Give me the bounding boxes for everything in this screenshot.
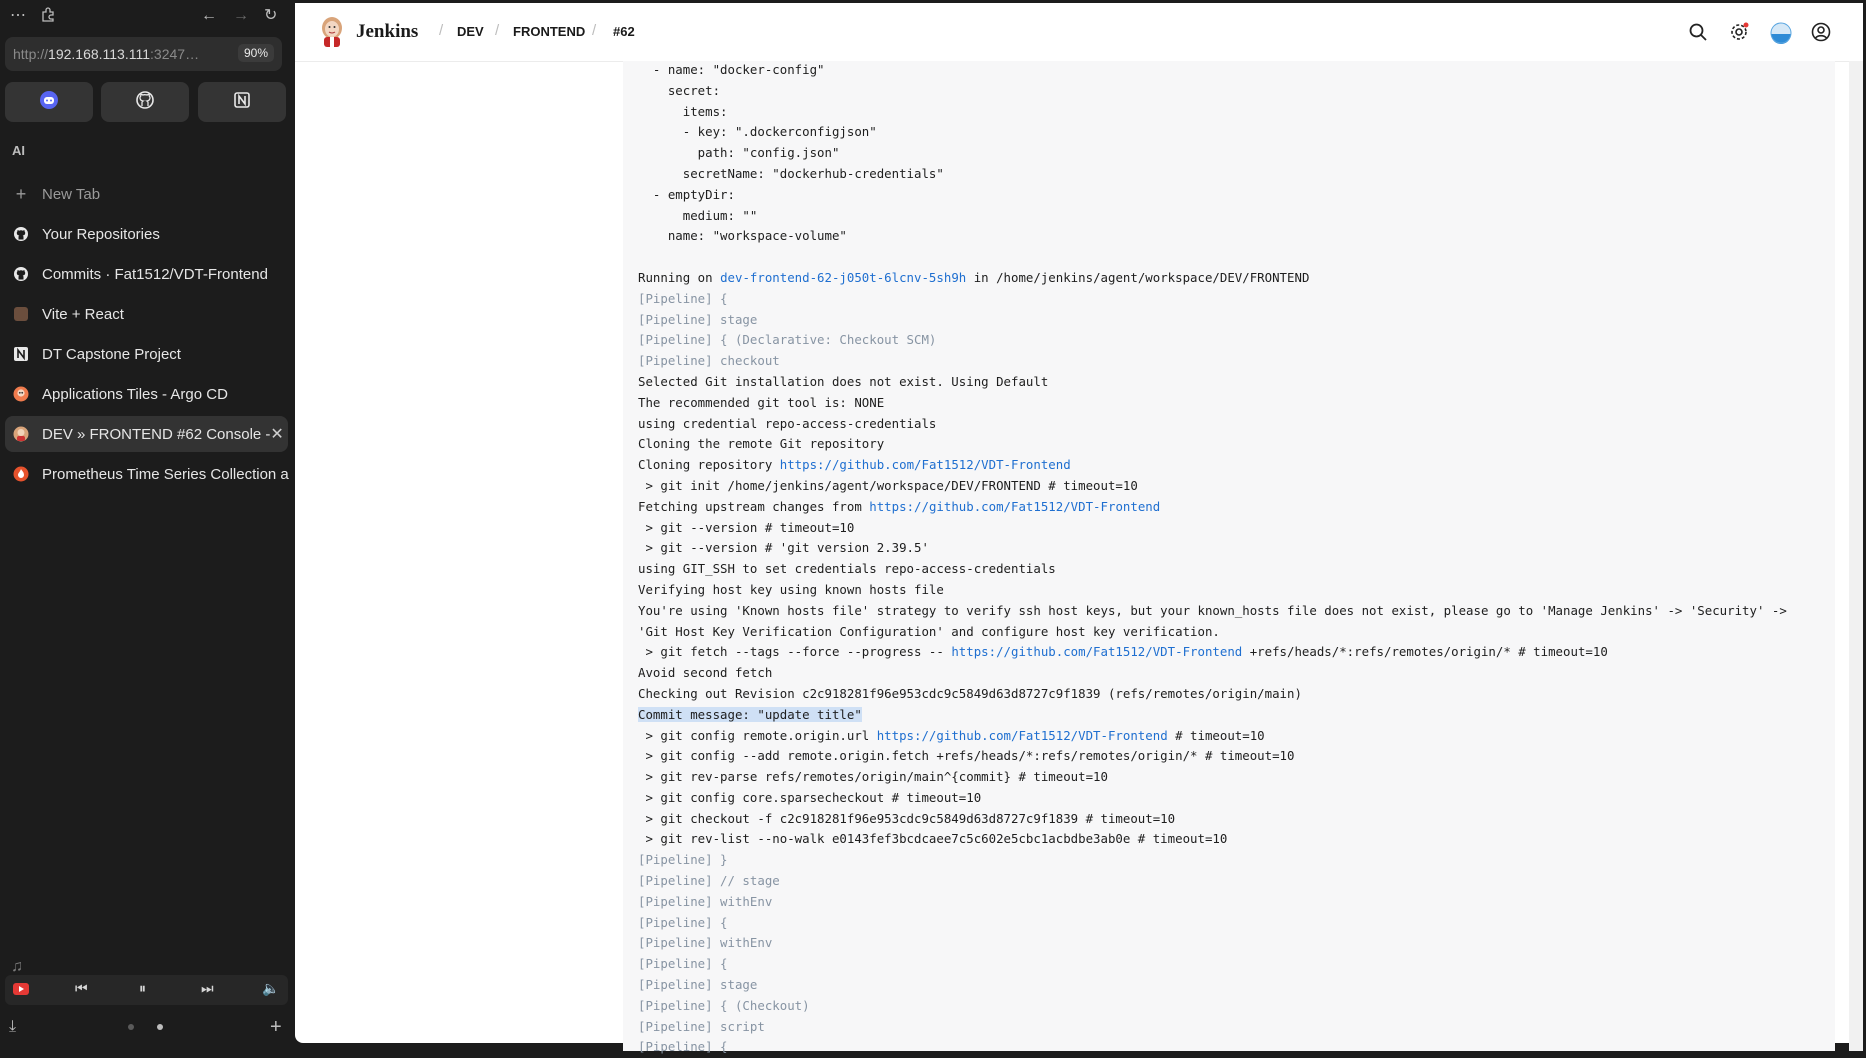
tab-your-repositories[interactable] xyxy=(5,216,288,252)
console-line: in /home/jenkins/agent/workspace/DEV/FRONTEND xyxy=(966,269,1310,285)
console-line: > git config --add remote.origin.fetch +refs/heads/*:refs/remotes/origin/* # timeout=10 xyxy=(638,748,1295,764)
console-line: items: xyxy=(638,103,728,119)
tab-jenkins-console[interactable] xyxy=(5,416,288,452)
console-line: Checking out Revision c2c918281f96e953cdc9c5849d63d8727c9f1839 (refs/remotes/origin/main) xyxy=(638,685,1302,701)
repo-link[interactable]: https://github.com/Fat1512/VDT-Frontend xyxy=(869,498,1161,514)
console-line: +refs/heads/*:refs/remotes/origin/* # timeout=10 xyxy=(1242,644,1608,660)
github-pin[interactable] xyxy=(101,82,189,122)
console-line: > git rev-parse refs/remotes/origin/main^{commit} # timeout=10 xyxy=(638,769,1108,785)
extensions-icon[interactable] xyxy=(40,6,56,28)
jenkins-logo-icon[interactable] xyxy=(319,16,345,48)
reload-icon[interactable]: ↻ xyxy=(264,7,278,24)
breadcrumb-separator: / xyxy=(592,22,597,39)
new-tab-button[interactable] xyxy=(5,176,288,212)
discord-pin[interactable] xyxy=(5,82,93,122)
notion-icon xyxy=(13,346,29,362)
jenkins-brand[interactable]: Jenkins xyxy=(356,21,419,42)
music-note-icon: ♫ xyxy=(11,958,23,975)
close-tab-icon[interactable]: ✕ xyxy=(270,426,284,443)
agent-node-link[interactable]: dev-frontend-62-j050t-6lcnv-5sh9h xyxy=(720,269,967,285)
more-options-icon[interactable]: ⋯ xyxy=(10,7,26,24)
tab-prometheus[interactable] xyxy=(5,456,288,492)
repo-link[interactable]: https://github.com/Fat1512/VDT-Frontend xyxy=(951,644,1243,660)
tab-label: Commits · Fat1512/VDT-Frontend xyxy=(42,265,268,283)
url-scheme: http:// xyxy=(13,46,49,62)
console-line: Selected Git installation does not exist. Using Default xyxy=(638,373,1049,389)
pipeline-line: [Pipeline] withEnv xyxy=(638,935,773,951)
jenkins-page xyxy=(295,3,1863,1055)
console-line: Cloning the remote Git repository xyxy=(638,436,885,452)
console-line: > git config remote.origin.url xyxy=(638,727,877,743)
url-host: 192.168.113.111 xyxy=(48,46,151,62)
pipeline-line: [Pipeline] { (Declarative: Checkout SCM) xyxy=(638,332,937,348)
pipeline-line: [Pipeline] { xyxy=(638,1039,728,1055)
volume-icon[interactable]: 🔈 xyxy=(262,980,280,996)
url-text[interactable] xyxy=(13,46,223,62)
console-line: - name: "docker-config" xyxy=(638,62,825,77)
theme-icon[interactable] xyxy=(1770,22,1790,42)
vite-icon xyxy=(13,306,29,322)
user-icon[interactable] xyxy=(1811,22,1831,42)
console-line: medium: "" xyxy=(638,207,758,223)
console-line: You're using 'Known hosts file' strategy to verify ssh host keys, but your known_hosts file does not exist, please go to 'Manage Jenkins' -> 'Security' -> xyxy=(638,602,1787,618)
plus-icon: + xyxy=(15,183,27,204)
pause-icon[interactable]: ⏸ xyxy=(139,980,146,996)
repo-link[interactable]: https://github.com/Fat1512/VDT-Frontend xyxy=(876,727,1168,743)
console-line: > git rev-list --no-walk e0143fef3bcdcaee7c5c602e5cbc1acbdbe3ab0e # timeout=10 xyxy=(638,831,1228,847)
console-line: secret: xyxy=(638,82,721,98)
console-line: > git init /home/jenkins/agent/workspace/DEV/FRONTEND # timeout=10 xyxy=(638,477,1138,493)
tab-label: Your Repositories xyxy=(42,225,160,243)
pipeline-line: [Pipeline] stage xyxy=(638,311,758,327)
download-icon[interactable]: ⤓ xyxy=(9,1018,17,1035)
github-icon xyxy=(13,266,29,282)
section-label-ai: AI xyxy=(12,143,25,158)
pipeline-line: [Pipeline] { xyxy=(638,914,728,930)
sidebar-bottom-bar xyxy=(0,1016,295,1044)
add-space-icon[interactable]: + xyxy=(270,1016,282,1038)
console-line: secretName: "dockerhub-credentials" xyxy=(638,165,944,181)
jenkins-header xyxy=(295,3,1863,62)
breadcrumb-build-62[interactable]: #62 xyxy=(613,24,635,39)
repo-link[interactable]: https://github.com/Fat1512/VDT-Frontend xyxy=(779,457,1071,473)
console-line: 'Git Host Key Verification Configuration' and configure host key verification. xyxy=(638,623,1220,639)
console-line: > git --version # 'git version 2.39.5' xyxy=(638,540,929,556)
console-line: The recommended git tool is: NONE xyxy=(638,394,885,410)
pipeline-line: [Pipeline] { xyxy=(638,290,728,306)
console-line: Running on xyxy=(638,269,721,285)
tab-dt-capstone[interactable] xyxy=(5,336,288,372)
console-line: > git checkout -f c2c918281f96e953cdc9c5849d63d8727c9f1839 # timeout=10 xyxy=(638,810,1176,826)
tab-argo-cd[interactable] xyxy=(5,376,288,412)
github-icon xyxy=(13,226,29,242)
sidebar-toolbar xyxy=(0,0,295,32)
gear-icon[interactable] xyxy=(1729,22,1749,42)
url-port: :3247… xyxy=(150,46,200,62)
tab-label: Prometheus Time Series Collection a xyxy=(42,465,289,483)
console-line: > git config core.sparsecheckout # timeout=10 xyxy=(638,789,982,805)
back-icon[interactable]: ← xyxy=(201,7,217,24)
console-line: Verifying host key using known hosts file xyxy=(638,581,944,597)
console-line: path: "config.json" xyxy=(638,145,840,161)
argocd-icon xyxy=(13,386,29,402)
console-output xyxy=(623,61,1835,1055)
tab-label: Applications Tiles - Argo CD xyxy=(42,385,228,403)
space-dot-icon[interactable] xyxy=(128,1024,134,1030)
browser-sidebar xyxy=(0,0,295,1048)
prometheus-icon xyxy=(13,466,29,482)
discord-icon xyxy=(39,90,59,115)
pipeline-line: [Pipeline] script xyxy=(638,1018,765,1034)
console-line: - key: ".dockerconfigjson" xyxy=(638,124,877,140)
zoom-badge[interactable]: 90% xyxy=(238,44,274,62)
jenkins-icon xyxy=(13,426,29,442)
pipeline-line: [Pipeline] // stage xyxy=(638,873,780,889)
pipeline-line: [Pipeline] checkout xyxy=(638,353,780,369)
console-line: using credential repo-access-credentials xyxy=(638,415,937,431)
pipeline-line: [Pipeline] { xyxy=(638,956,728,972)
tab-label: DT Capstone Project xyxy=(42,345,181,363)
breadcrumb-dev[interactable]: DEV xyxy=(457,24,484,39)
youtube-icon xyxy=(13,982,29,999)
new-tab-label: New Tab xyxy=(42,185,101,203)
notion-icon xyxy=(233,91,251,114)
previous-track-icon[interactable]: ⏮ xyxy=(75,980,88,996)
pipeline-line: [Pipeline] } xyxy=(638,852,728,868)
forward-icon[interactable]: → xyxy=(233,7,249,24)
console-line: using GIT_SSH to set credentials repo-access-credentials xyxy=(638,561,1056,577)
console-line: - emptyDir: xyxy=(638,186,735,202)
pipeline-line: [Pipeline] withEnv xyxy=(638,893,773,909)
console-line: name: "workspace-volume" xyxy=(638,228,847,244)
pipeline-line: [Pipeline] stage xyxy=(638,977,758,993)
console-text xyxy=(638,60,1787,1058)
tab-label: DEV » FRONTEND #62 Console - xyxy=(42,425,271,443)
console-line: > git --version # timeout=10 xyxy=(638,519,855,535)
breadcrumb-separator: / xyxy=(439,22,444,39)
console-line: # timeout=10 xyxy=(1167,727,1265,743)
tab-vite-react[interactable] xyxy=(5,296,288,332)
console-line: Fetching upstream changes from xyxy=(638,498,870,514)
media-controls xyxy=(5,975,288,1005)
url-bar[interactable] xyxy=(5,37,282,71)
console-line: > git fetch --tags --force --progress -- xyxy=(638,644,952,660)
tab-label: Vite + React xyxy=(42,305,124,323)
console-line: Cloning repository xyxy=(638,457,780,473)
space-dot-active-icon[interactable] xyxy=(157,1024,163,1030)
page-scrollbar[interactable] xyxy=(1849,61,1863,1051)
tab-commits[interactable] xyxy=(5,256,288,292)
breadcrumb-separator: / xyxy=(495,22,500,39)
commit-message-selection[interactable]: Commit message: "update title" xyxy=(638,706,862,722)
console-line: Avoid second fetch xyxy=(638,665,773,681)
pipeline-line: [Pipeline] { (Checkout) xyxy=(638,997,810,1013)
next-track-icon[interactable]: ⏭ xyxy=(201,980,214,996)
breadcrumb-frontend[interactable]: FRONTEND xyxy=(513,24,586,39)
notion-pin[interactable] xyxy=(198,82,286,122)
github-icon xyxy=(136,91,154,114)
search-icon[interactable] xyxy=(1688,22,1708,42)
